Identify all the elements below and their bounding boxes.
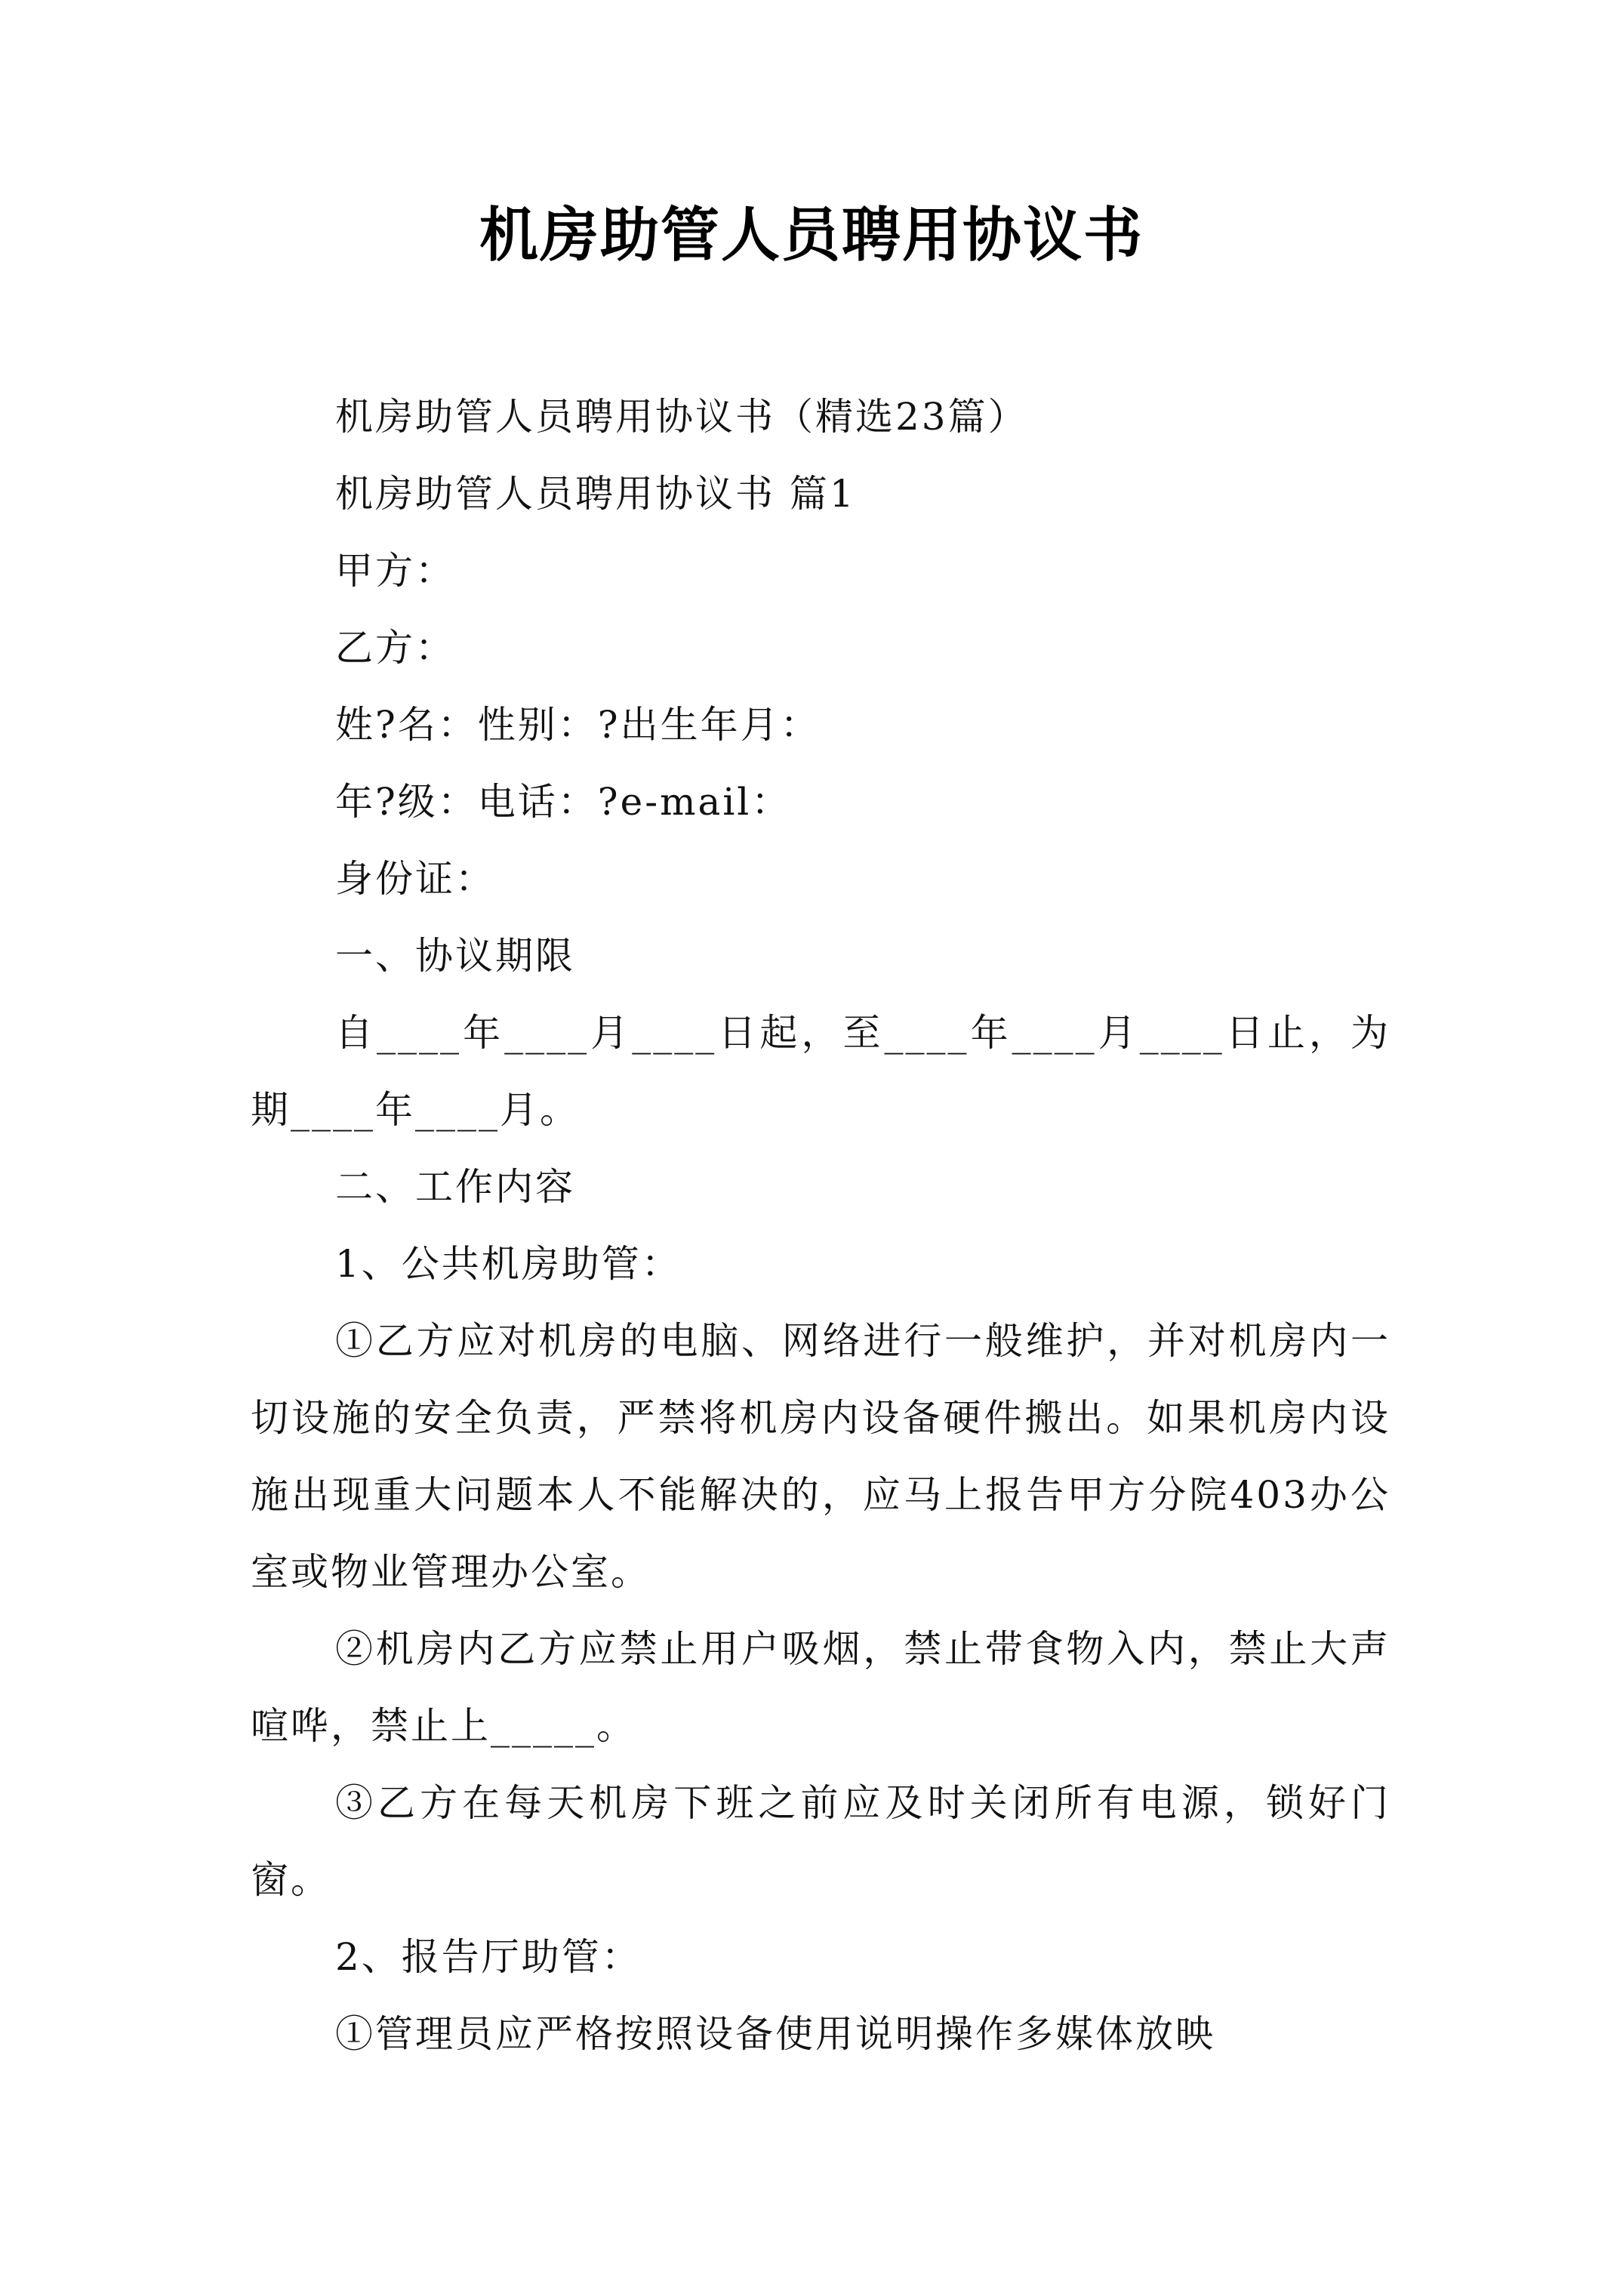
paragraph-section-heading: 机房助管人员聘用协议书 篇1: [335, 472, 856, 516]
paragraph-term-heading: 一、协议期限: [335, 934, 575, 978]
document-title: 机房助管人员聘用协议书: [479, 201, 1144, 270]
paragraph-party-b: 乙方：: [335, 626, 455, 670]
paragraph-id-card: 身份证：: [335, 857, 495, 901]
document-body: [251, 378, 1390, 2073]
paragraph-subtitle: 机房助管人员聘用协议书（精选23篇）: [335, 395, 1028, 439]
paragraph-hall-heading: 2、报告厅助管：: [335, 1935, 642, 1979]
paragraph-name-gender-birth: 姓?名：性别：?出生年月：: [335, 703, 821, 747]
paragraph-duty-2: ②机房内乙方应禁止用户吸烟，禁止带食物入内，禁止大声喧哗，禁止上_____。: [251, 1627, 1390, 1748]
paragraph-duty-1: ①乙方应对机房的电脑、网络进行一般维护，并对机房内一切设施的安全负责，严禁将机房内设备硬件搬出。如果机房内设施出现重大问题本人不能解决的，应马上报告甲方分院403办公室或物业管理办公室。: [251, 1319, 1390, 1594]
paragraph-term-dates: 自____年____月____日起，至____年____月____日止，为期____年____月。: [251, 1011, 1390, 1132]
paragraph-party-a: 甲方：: [335, 549, 455, 593]
paragraph-public-room-heading: 1、公共机房助管：: [335, 1242, 682, 1286]
paragraph-grade-phone-email: 年?级：电话：?e-mail：: [335, 780, 792, 824]
paragraph-duty-3: ③乙方在每天机房下班之前应及时关闭所有电源，锁好门窗。: [251, 1781, 1390, 1902]
paragraph-work-heading: 二、工作内容: [335, 1165, 575, 1209]
paragraph-hall-duty-1: ①管理员应严格按照设备使用说明操作多媒体放映: [335, 2012, 1215, 2056]
